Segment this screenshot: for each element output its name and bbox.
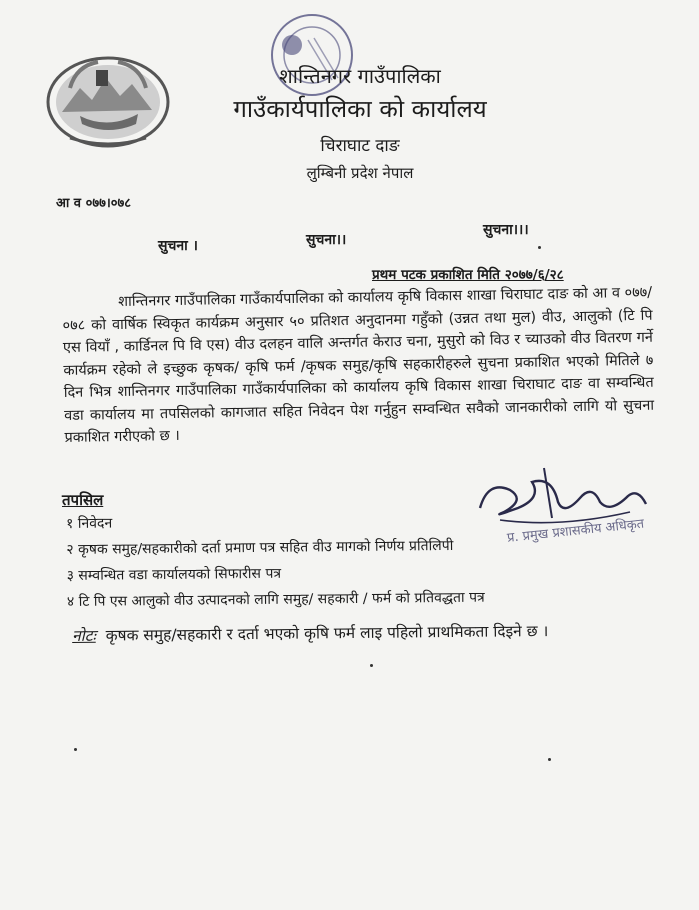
office-name: शान्तिनगर गाउँपालिका <box>279 64 441 88</box>
notice-label-2: सुचना।। <box>306 232 347 248</box>
publication-date: प्रथम पटक प्रकाशित मिति २०७७/६/२८ <box>372 267 564 283</box>
signatory-title: प्र. प्रमुख प्रशासकीय अधिकृत <box>506 516 645 546</box>
note-text: कृषक समुह/सहकारी र दर्ता भएको कृषि फर्म लाइ पहिलो प्राथमिकता दिइने छ । <box>105 622 549 645</box>
office-title: गाउँकार्यपालिका को कार्यालय <box>233 95 487 123</box>
notice-label-3: सुचना।।। <box>483 222 529 238</box>
speck <box>548 758 551 761</box>
speck <box>74 748 77 751</box>
list-item: ३ सम्वन्धित वडा कार्यालयको सिफारीस पत्र <box>66 565 282 584</box>
list-item: १ निवेदन <box>66 515 113 532</box>
list-item: ४ टि पि एस आलुको वीउ उत्पादनको लागि समुह/ सहकारी / फर्म को प्रतिवद्धता पत्र <box>66 589 485 610</box>
note-label: नोटः <box>72 626 96 645</box>
note <box>72 619 548 646</box>
fiscal-year: आ व ०७७।०७८ <box>56 196 132 211</box>
tapsil-heading: तपसिल <box>62 491 104 509</box>
notice-label-1: सुचना । <box>158 238 198 254</box>
office-province: लुम्बिनी प्रदेश नेपाल <box>306 164 414 182</box>
speck <box>538 246 541 249</box>
tapsil-list <box>66 510 485 618</box>
office-location: चिराघाट दाङ <box>320 136 400 156</box>
signature-icon <box>460 458 660 558</box>
list-item: २ कृषक समुह/सहकारीको दर्ता प्रमाण पत्र सहित वीउ मागको निर्णय प्रतिलिपी <box>66 537 454 558</box>
notice-body: शान्तिनगर गाउँपालिका गाउँकार्यपालिका को कार्यालय कृषि विकास शाखा चिराघाट दाङ को आ व ०७७/ ०७८ को वार्षिक स्विकृत कार्यक्रम अनुसार ५० प्रतिशत अनुदानमा गहुँको (उन्नत तथा मुल) वीउ, आलुको (टि पि एस वियाँ , कार्डिनल पि वि एस) वीउ दलहन वालि अन्तर्गत केराउ चना, मुसुरो को विउ र च्याउको वीउ वितरण गर्ने कार्यक्रम रहेको ले इच्छुक कृषक/ कृषि फर्म /कृषक समुह/कृषि सहकारीहरुले सुचना प्रकाशित भएको मितिले ७ दिन भित्र शान्तिनगर गाउँपालिका गाउँकार्यपालिका को कार्यालय कृषि विकास शाखा चिराघाट दाङ वा सम्वन्धित वडा कार्यालय मा तपसिलको कागजात सहित निवेदन पेश गर्नुहुन सम्वन्धित सवैको जानकारीको लागि यो सुचना प्रकाशित गरीएको छ । <box>62 284 655 446</box>
speck <box>370 664 373 667</box>
